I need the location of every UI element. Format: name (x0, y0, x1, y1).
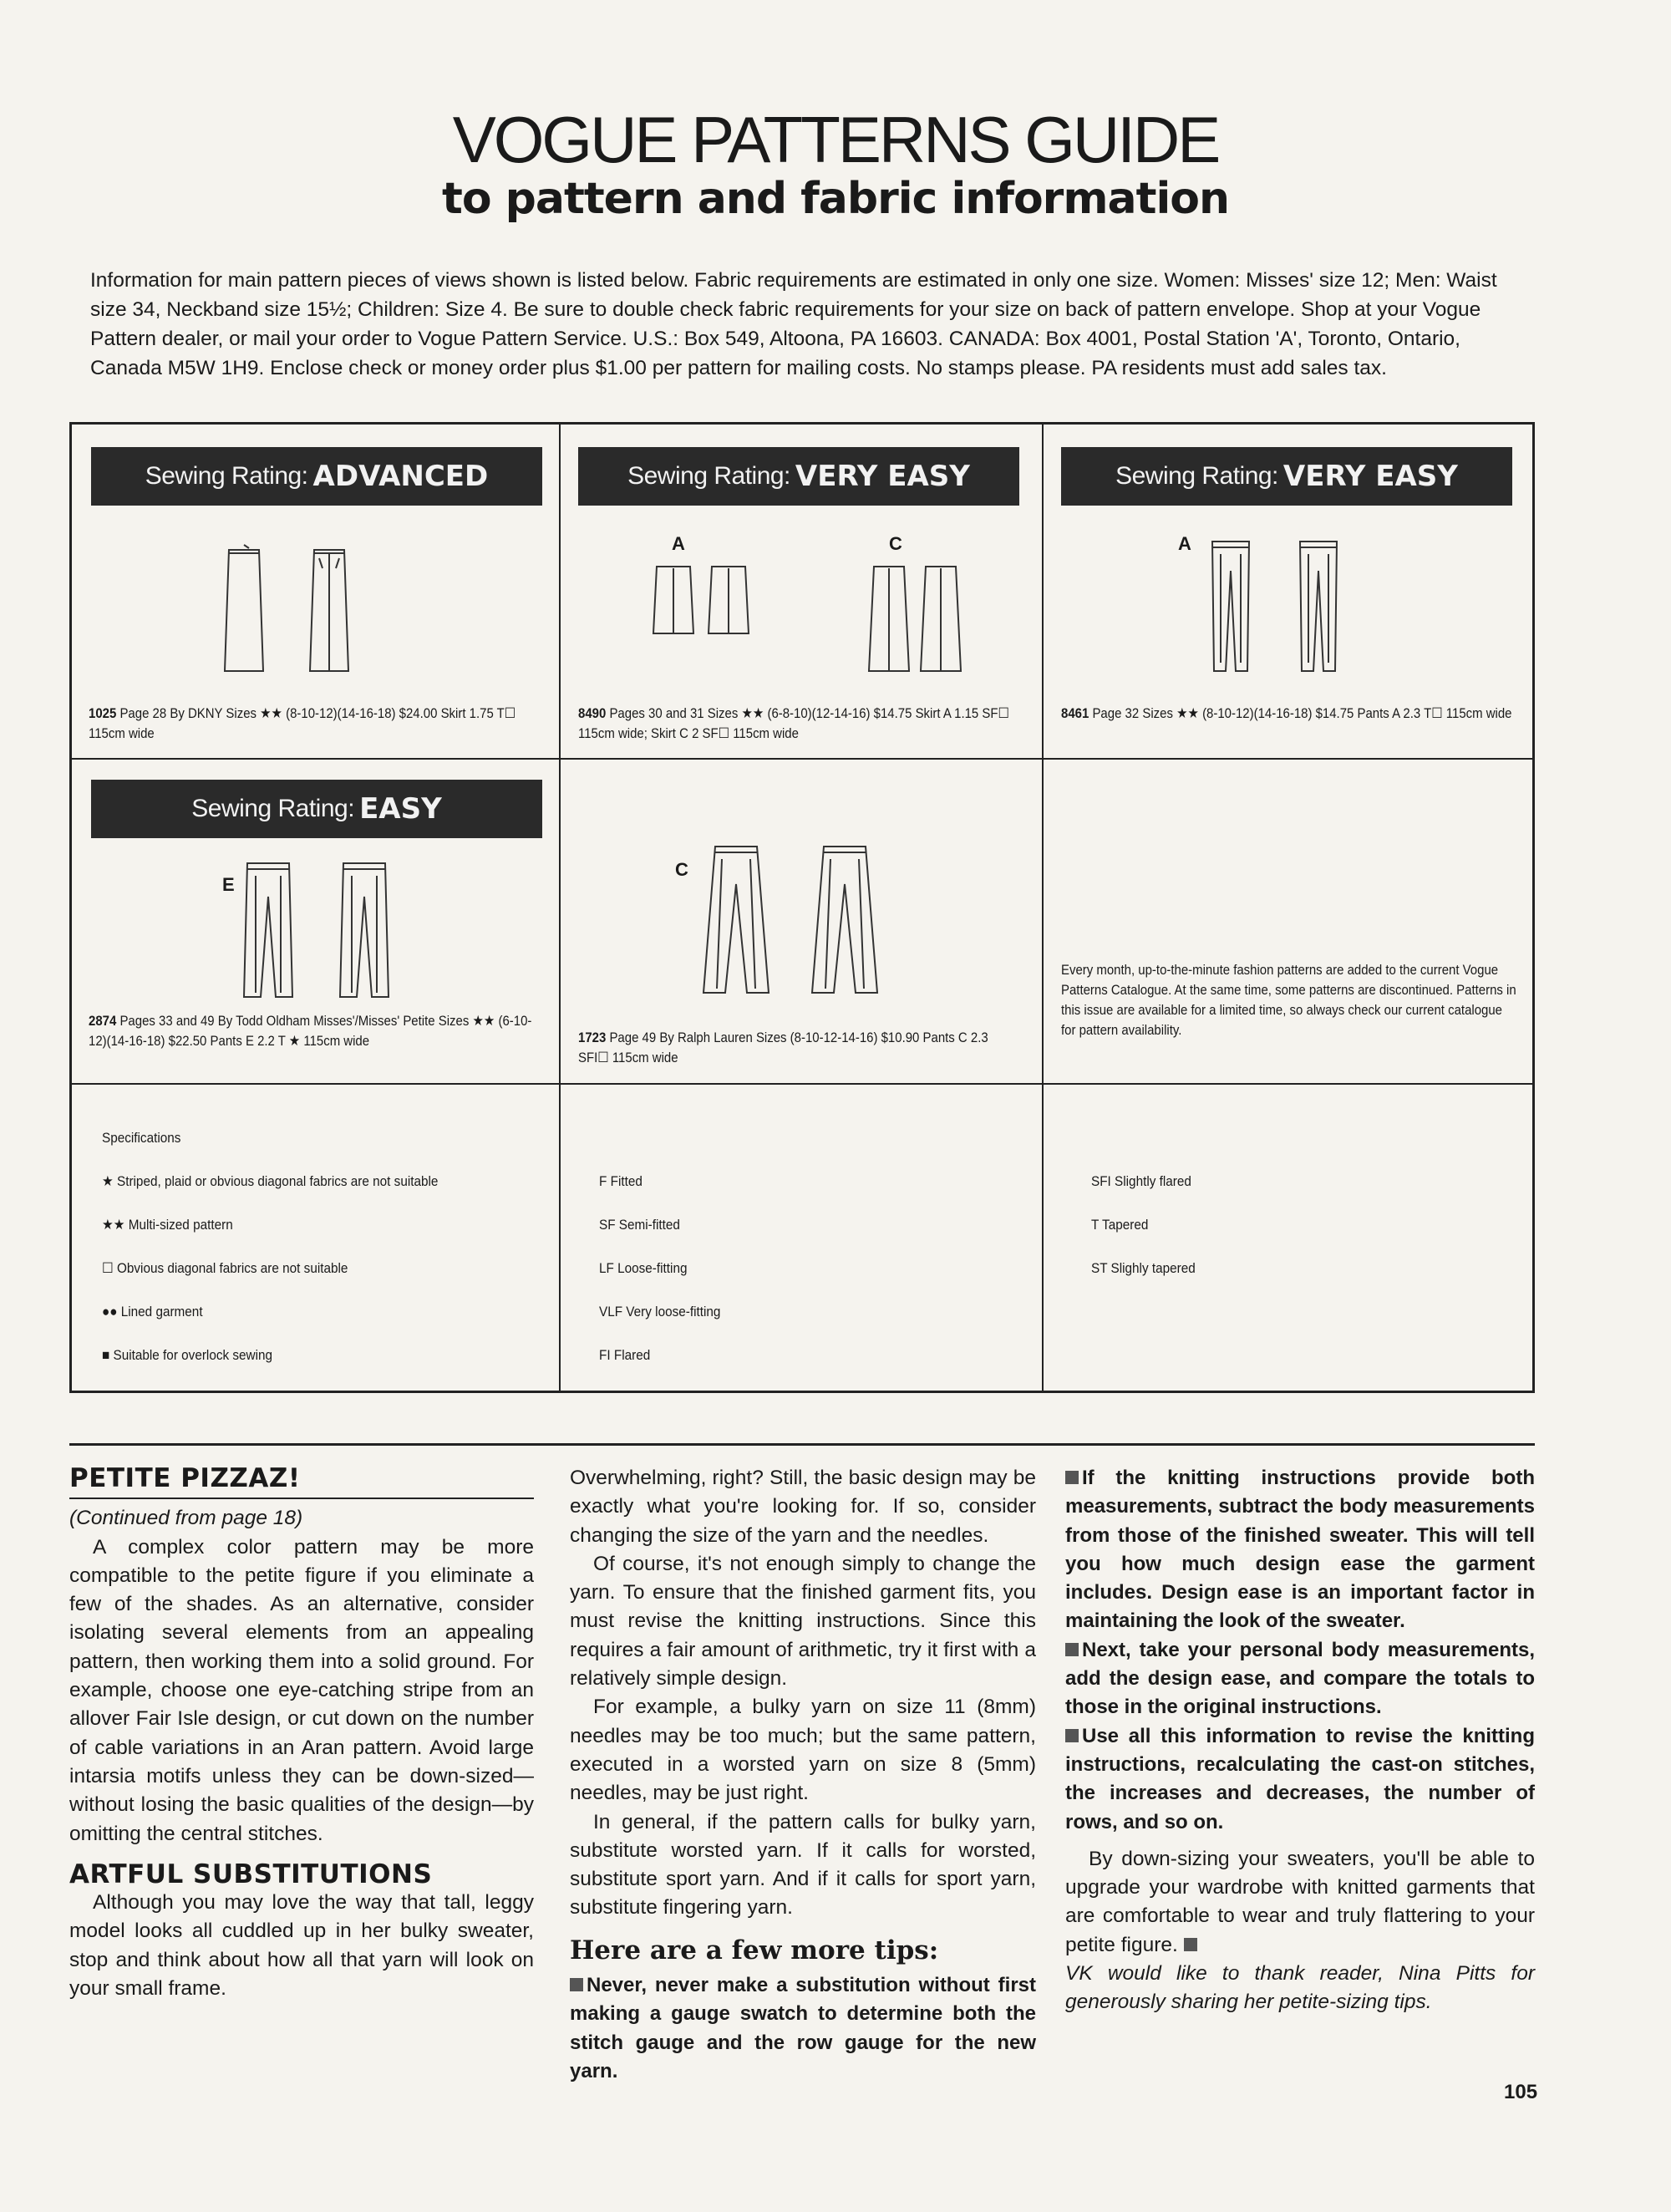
spec-symbol-text: Suitable for overlock sewing (113, 1347, 273, 1363)
view-label-a: A (672, 533, 685, 554)
tip-paragraph (1065, 1722, 1535, 1837)
article-column-1 (69, 1464, 534, 2003)
grid-divider (1042, 425, 1044, 1391)
sewing-rating-banner (91, 780, 542, 838)
pattern-sketch-8490 (623, 558, 1024, 684)
fit-abbrev: FI Flared (599, 1347, 651, 1363)
bullet-square-icon (1065, 1729, 1079, 1742)
fit-abbrev: ST Slighly tapered (1091, 1260, 1196, 1276)
grid-divider (72, 1083, 1533, 1085)
pattern-sketch-1025 (214, 542, 465, 675)
pattern-info-2874 (89, 1011, 545, 1051)
article-subheading: ARTFUL SUBSTITUTIONS (69, 1859, 433, 1889)
tip-paragraph (1065, 1636, 1535, 1722)
fit-abbrev: SFI Slightly flared (1091, 1173, 1191, 1189)
grid-divider (559, 425, 561, 1391)
bullet-square-icon (570, 1978, 583, 1991)
page-title: VOGUE PATTERNS GUIDE (452, 103, 1219, 176)
star-icon: ★ (102, 1173, 114, 1189)
pattern-info-8461 (1061, 704, 1517, 724)
view-label-c: C (889, 533, 902, 554)
fit-abbrev: LF Loose-fitting (599, 1260, 688, 1276)
pattern-number: 1723 (578, 1030, 607, 1045)
double-star-icon: ★★ (102, 1217, 125, 1233)
rating-prefix: Sewing Rating: (1115, 462, 1278, 490)
rating-value: EASY (359, 792, 442, 826)
spec-symbol-row (102, 1304, 203, 1320)
spec-symbol-text: Striped, plaid or obvious diagonal fabrics are not suitable (116, 1173, 439, 1189)
article-paragraph: Although you may love the way that tall, leggy model looks all cuddled up in her bulky sweater, stop and think about how all that yarn will look on your small frame. (69, 1891, 534, 2001)
rating-value: ADVANCED (312, 460, 489, 493)
article-column-2 (570, 1464, 1036, 2086)
article-column-3 (1065, 1464, 1535, 2017)
view-label-c: C (675, 859, 688, 880)
fit-abbrev: SF Semi-fitted (599, 1217, 680, 1233)
intro-paragraph: Information for main pattern pieces of views shown is listed below. Fabric requirements are estimated in only one size. Women: Misses' size 12; Men: Waist size 34, Neckband size 15½; Children: Size 4. Be sure to double check fabric requirements for your size on back of pattern envelope. Shop at your Vogue Pattern dealer, or mail your order to Vogue Pattern Service. U.S.: Box 549, Altoona, PA 16603. CANADA: Box 4001, Postal Station 'A', Toronto, Ontario, Canada M5W 1H9. Enclose check or money order plus $1.00 per pattern for mailing costs. No stamps please. PA residents must add sales tax. (90, 269, 1497, 379)
spec-symbol-text: Lined garment (120, 1304, 203, 1320)
specifications-title: Specifications (102, 1130, 181, 1146)
tip-text: Use all this information to revise the knitting instructions, recalculating the cast-on stitches, the increases and decreases, the number of rows, and so on. (1065, 1724, 1535, 1833)
square-outline-icon: ☐ (102, 1260, 114, 1276)
end-mark-icon (1184, 1938, 1197, 1951)
pattern-number: 8490 (578, 705, 607, 721)
rating-prefix: Sewing Rating: (627, 462, 790, 490)
heading-rule (69, 1498, 534, 1499)
pattern-number: 2874 (89, 1013, 117, 1029)
spec-symbol-text: Multi-sized pattern (128, 1217, 233, 1233)
page-number: 105 (1504, 2081, 1538, 2103)
page-subtitle: to pattern and fabric information (441, 174, 1230, 224)
tip-text: If the knitting instructions provide both measurements, subtract the body measurements from those of the finished sweater. This will tell you how much design ease the garment includes. Design ease is an important factor in maintaining the look of the sweater. (1065, 1467, 1535, 1633)
pattern-info-8490 (578, 704, 1019, 744)
catalogue-note: Every month, up-to-the-minute fashion patterns are added to the current Vogue Patterns Catalogue. At the same time, some patterns are discontinued. Patterns in this issue are available for a limited time, so always check our current catalogue for pattern availability. (1061, 962, 1516, 1038)
view-label-e: E (222, 874, 235, 895)
pattern-details: Page 49 By Ralph Lauren Sizes (8-10-12-14-16) $10.90 Pants C 2.3 SFI☐ 115cm wide (578, 1030, 988, 1065)
spec-symbol-text: Obvious diagonal fabrics are not suitable (116, 1260, 348, 1276)
filled-square-icon: ■ (102, 1347, 110, 1363)
grid-divider (72, 758, 1533, 760)
article-heading: PETITE PIZZAZ! (69, 1463, 301, 1493)
pattern-sketch-1723 (698, 842, 949, 1009)
tips-heading: Here are a few more tips: (570, 1935, 939, 1965)
pattern-details: Page 28 By DKNY Sizes ★★ (8-10-12)(14-16-18) $24.00 Skirt 1.75 T☐ 115cm wide (89, 705, 516, 741)
double-dot-icon: ●● (102, 1304, 118, 1320)
tip-paragraph (570, 1971, 1036, 2086)
view-label-a: A (1178, 533, 1191, 554)
pattern-info-1723 (578, 1028, 1019, 1068)
spec-symbol-row (102, 1347, 272, 1364)
pattern-sketch-8461 (1200, 537, 1409, 679)
sewing-rating-banner (91, 447, 542, 506)
pattern-info-1025 (89, 704, 545, 744)
spec-symbol-row (102, 1260, 348, 1277)
tip-text: Never, never make a substitution without first making a gauge swatch to determine both the stitch gauge and the row gauge for the new yarn. (570, 1974, 1036, 2082)
continued-note: (Continued from page 18) (69, 1507, 303, 1530)
pattern-number: 1025 (89, 705, 117, 721)
fit-abbrev: T Tapered (1091, 1217, 1149, 1233)
rating-prefix: Sewing Rating: (191, 795, 355, 822)
pattern-details: Pages 30 and 31 Sizes ★★ (6-8-10)(12-14-16) $14.75 Skirt A 1.15 SF☐ 115cm wide; Skirt C 2 SF☐ 115cm wide (578, 705, 1009, 741)
rating-value: VERY EASY (1282, 460, 1458, 493)
rating-value: VERY EASY (795, 460, 970, 493)
spec-symbol-row (102, 1217, 233, 1233)
bullet-square-icon (1065, 1471, 1079, 1484)
article-paragraph: Of course, it's not enough simply to change the yarn. To ensure that the finished garment fits, you must revise the knitting instructions. Since this requires a fair amount of arithmetic, try it first with a relatively simple design. (570, 1552, 1036, 1691)
spec-symbol-row (102, 1173, 438, 1190)
rating-prefix: Sewing Rating: (145, 462, 308, 490)
tip-paragraph (1065, 1464, 1535, 1636)
acknowledgement: VK would like to thank reader, Nina Pitts for generously sharing her petite-sizing tips. (1065, 1962, 1535, 2014)
pattern-number: 8461 (1061, 705, 1089, 721)
section-divider (69, 1443, 1535, 1446)
article-paragraph: A complex color pattern may be more compatible to the petite figure if you eliminate a few of the shades. As an alternative, consider isolating several elements from an appealing pattern, then working them into a solid ground. For example, choose one eye-catching stripe from an allover Fair Isle design, or cut down on the number of cable variations in an Aran pattern. Avoid large intarsia motifs unless they can be down-sized—without losing the basic qualities of the design—by omitting the central stitches. (69, 1535, 534, 1845)
pattern-details: Page 32 Sizes ★★ (8-10-12)(14-16-18) $14.75 Pants A 2.3 T☐ 115cm wide (1092, 705, 1512, 721)
pattern-sketch-2874 (239, 859, 448, 1009)
sewing-rating-banner (578, 447, 1019, 506)
sewing-rating-banner (1061, 447, 1512, 506)
article-paragraph (1065, 1845, 1535, 1960)
article-paragraph: In general, if the pattern calls for bulky yarn, substitute worsted yarn. If it calls for worsted, substitute sport yarn. And if it calls for sport yarn, substitute fingering yarn. (570, 1810, 1036, 1920)
pattern-details: Pages 33 and 49 By Todd Oldham Misses'/Misses' Petite Sizes ★★ (6-10-12)(14-16-18) $22.50 Pants E 2.2 T ★ 115cm wide (89, 1013, 532, 1049)
pattern-grid (69, 422, 1535, 1393)
closing-text: By down-sizing your sweaters, you'll be able to upgrade your wardrobe with knitted garments that are comfortable to wear and truly flattering to your petite figure. (1065, 1847, 1535, 1956)
bullet-square-icon (1065, 1643, 1079, 1656)
fit-abbrev: VLF Very loose-fitting (599, 1304, 721, 1320)
article-paragraph: For example, a bulky yarn on size 11 (8mm) needles may be too much; but the same pattern, executed in a worsted yarn on size 8 (5mm) needles, may be just right. (570, 1696, 1036, 1805)
tip-text: Next, take your personal body measurements, add the design ease, and compare the totals to those in the original instructions. (1065, 1638, 1535, 1719)
fit-abbrev: F Fitted (599, 1173, 642, 1189)
article-paragraph: Overwhelming, right? Still, the basic design may be exactly what you're looking for. If so, consider changing the size of the yarn and the needles. (570, 1467, 1036, 1547)
